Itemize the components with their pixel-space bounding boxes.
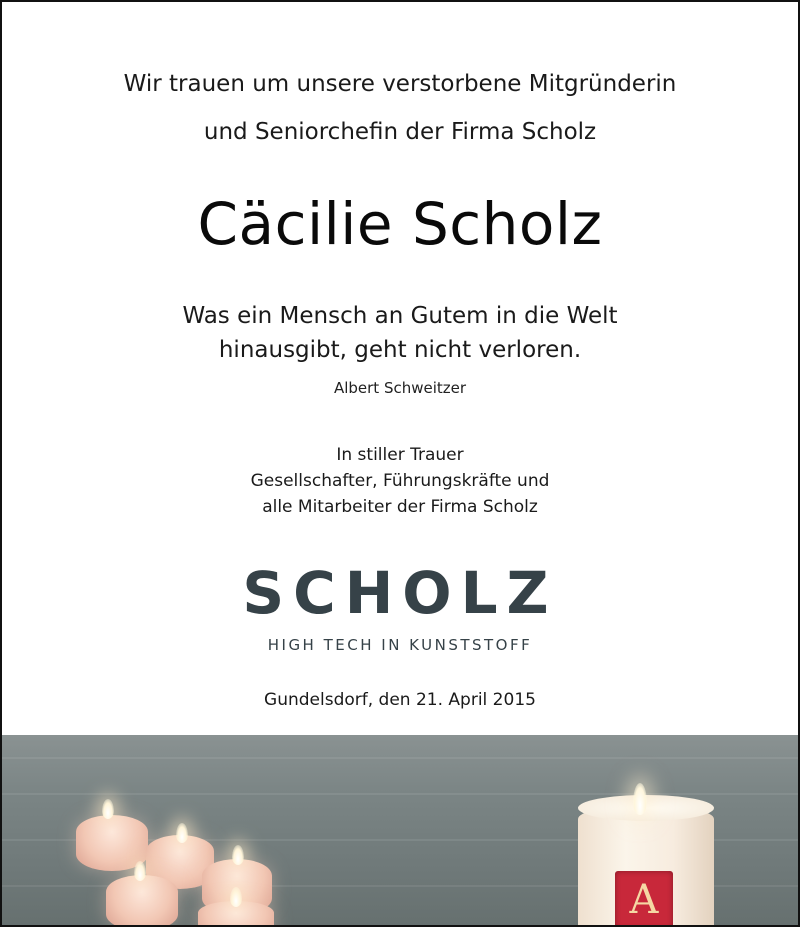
deceased-name: Cäcilie Scholz: [197, 190, 603, 258]
company-logo-tagline: HIGH TECH IN KUNSTSTOFF: [267, 636, 533, 654]
candles-photo: [2, 735, 798, 927]
quote-line-2: hinausgibt, geht nicht verloren.: [218, 337, 582, 363]
candle-flame-icon: [230, 887, 242, 907]
mourners-line-3: alle Mitarbeiter der Firma Scholz: [262, 497, 538, 517]
quote-text: [2, 299, 798, 367]
intro-line-2: und Seniorchefin der Firma Scholz: [203, 119, 597, 145]
company-logo-wordmark: SCHOLZ: [242, 559, 558, 627]
candle-emblem-letter: A: [629, 877, 659, 923]
quote-author: Albert Schweitzer: [333, 379, 467, 397]
candle-flame-icon: [232, 845, 244, 865]
candle-emblem-icon: [615, 871, 673, 927]
wood-plank-line: [2, 757, 798, 759]
quote-line-1: Was ein Mensch an Gutem in die Welt: [182, 303, 618, 329]
wood-plank-line: [2, 793, 798, 795]
place-and-date: Gundelsdorf, den 21. April 2015: [264, 690, 536, 710]
candle-flame-icon: [134, 861, 146, 881]
intro-line-1: Wir trauen um unsere verstorbene Mitgründerin: [123, 71, 677, 97]
mourners-text: [2, 442, 798, 520]
candle-flame-icon: [102, 799, 114, 819]
candle-flame-icon: [176, 823, 188, 843]
mourners-line-1: In stiller Trauer: [336, 445, 464, 465]
candle-flame-icon: [633, 783, 647, 815]
tealight-candle-icon: [106, 875, 178, 927]
mourners-line-2: Gesellschafter, Führungskräfte und: [250, 471, 550, 491]
intro-text: [2, 60, 798, 156]
